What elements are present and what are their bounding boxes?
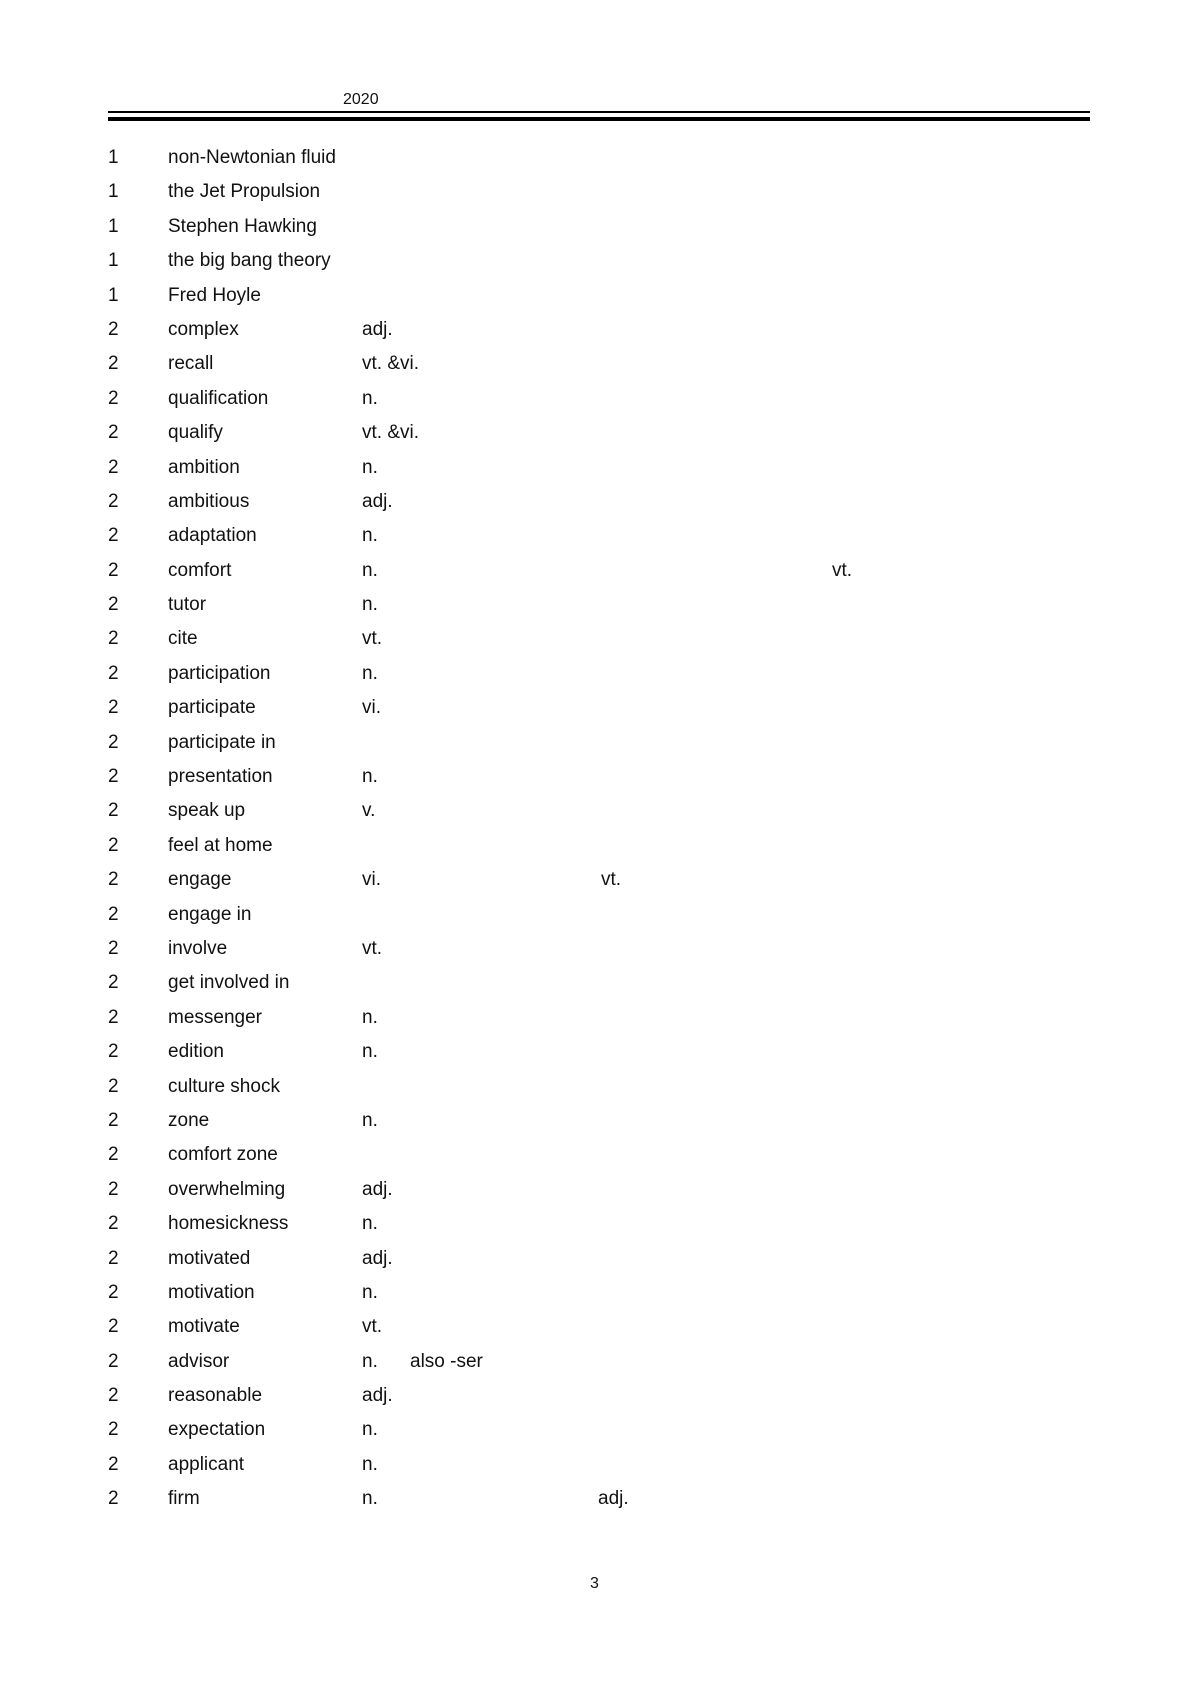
vocab-word: advisor <box>168 1350 230 1372</box>
unit-number: 2 <box>108 1316 119 1338</box>
vocab-row <box>0 1384 1191 1418</box>
vocab-row <box>0 284 1191 318</box>
vocab-word: motivation <box>168 1281 255 1303</box>
unit-number: 2 <box>108 731 119 753</box>
unit-number: 2 <box>108 490 119 512</box>
part-of-speech: n. <box>362 1350 378 1372</box>
unit-number: 2 <box>108 387 119 409</box>
vocab-row <box>0 593 1191 627</box>
unit-number: 2 <box>108 1453 119 1475</box>
vocab-word: motivated <box>168 1247 251 1269</box>
vocab-word: qualification <box>168 387 269 409</box>
part-of-speech: adj. <box>362 1178 393 1200</box>
unit-number: 2 <box>108 937 119 959</box>
vocab-row <box>0 421 1191 455</box>
vocab-word: tutor <box>168 594 207 616</box>
part-of-speech: adj. <box>362 318 393 340</box>
vocab-row <box>0 627 1191 661</box>
vocab-word: motivate <box>168 1316 240 1338</box>
vocab-word: expectation <box>168 1419 266 1441</box>
vocab-row <box>0 765 1191 799</box>
vocab-row <box>0 352 1191 386</box>
vocab-word: qualify <box>168 422 223 444</box>
vocab-row <box>0 524 1191 558</box>
vocab-word: participate in <box>168 731 276 753</box>
vocab-row <box>0 937 1191 971</box>
vocab-word: overwhelming <box>168 1178 286 1200</box>
unit-number: 2 <box>108 353 119 375</box>
unit-number: 2 <box>108 800 119 822</box>
unit-number: 2 <box>108 456 119 478</box>
part-of-speech: n. <box>362 662 378 684</box>
part-of-speech: adj. <box>362 1247 393 1269</box>
vocab-word: ambition <box>168 456 240 478</box>
unit-number: 2 <box>108 525 119 547</box>
unit-number: 2 <box>108 1006 119 1028</box>
part-of-speech: adj. <box>362 1385 393 1407</box>
vocab-word: participate <box>168 697 256 719</box>
unit-number: 2 <box>108 628 119 650</box>
header-year: 2020 <box>343 91 379 108</box>
vocab-word: adaptation <box>168 525 257 547</box>
vocab-word: non-Newtonian fluid <box>168 147 336 168</box>
part-of-speech: vi. <box>362 869 381 891</box>
vocab-word: presentation <box>168 766 273 788</box>
vocab-word: Fred Hoyle <box>168 284 261 306</box>
vocab-row <box>0 559 1191 593</box>
part-of-speech: n. <box>362 1453 378 1475</box>
vocab-word: edition <box>168 1041 224 1063</box>
vocab-row <box>0 1418 1191 1452</box>
secondary-part-of-speech: vt. <box>832 559 853 581</box>
vocab-word: recall <box>168 353 214 375</box>
vocab-word: Stephen Hawking <box>168 215 317 237</box>
vocabulary-list <box>0 146 1191 1522</box>
unit-number: 2 <box>108 1213 119 1235</box>
vocab-row <box>0 249 1191 283</box>
part-of-speech: vt. <box>362 1316 383 1338</box>
header-rule-thin <box>108 111 1090 113</box>
part-of-speech: n. <box>362 766 378 788</box>
vocab-word: feel at home <box>168 834 273 856</box>
unit-number: 2 <box>108 1041 119 1063</box>
vocab-row <box>0 387 1191 421</box>
unit-number: 2 <box>108 972 119 994</box>
unit-number: 1 <box>108 147 119 168</box>
unit-number: 2 <box>108 594 119 616</box>
unit-number: 1 <box>108 250 119 272</box>
vocab-word: involve <box>168 937 228 959</box>
vocab-word: speak up <box>168 800 246 822</box>
vocab-word: comfort zone <box>168 1144 278 1166</box>
unit-number: 2 <box>108 1247 119 1269</box>
vocab-row <box>0 662 1191 696</box>
vocab-row <box>0 146 1191 180</box>
unit-number: 2 <box>108 1350 119 1372</box>
part-of-speech: n. <box>362 1281 378 1303</box>
part-of-speech: vi. <box>362 697 381 719</box>
part-of-speech: n. <box>362 559 378 581</box>
vocab-word: comfort <box>168 559 232 581</box>
part-of-speech: n. <box>362 1419 378 1441</box>
vocab-row <box>0 1212 1191 1246</box>
part-of-speech: vt. &vi. <box>362 353 420 375</box>
unit-number: 2 <box>108 1488 119 1510</box>
vocab-row <box>0 1109 1191 1143</box>
vocab-word: complex <box>168 318 239 340</box>
unit-number: 2 <box>108 1144 119 1166</box>
vocab-row <box>0 1247 1191 1281</box>
vocab-row <box>0 490 1191 524</box>
page-number: 3 <box>590 1575 599 1592</box>
unit-number: 2 <box>108 318 119 340</box>
vocab-row <box>0 456 1191 490</box>
vocab-row <box>0 1315 1191 1349</box>
unit-number: 2 <box>108 1281 119 1303</box>
secondary-part-of-speech: vt. <box>601 869 622 891</box>
vocab-word: the big bang theory <box>168 250 331 272</box>
unit-number: 1 <box>108 284 119 306</box>
vocab-row <box>0 1453 1191 1487</box>
part-of-speech: v. <box>362 800 376 822</box>
vocab-word: cite <box>168 628 198 650</box>
vocab-word: applicant <box>168 1453 245 1475</box>
vocab-word: firm <box>168 1488 200 1510</box>
part-of-speech: n. <box>362 1041 378 1063</box>
part-of-speech: n. <box>362 525 378 547</box>
vocab-word: participation <box>168 662 271 684</box>
part-of-speech: vt. <box>362 628 383 650</box>
vocab-word: messenger <box>168 1006 262 1028</box>
part-of-speech: n. <box>362 1109 378 1131</box>
unit-number: 2 <box>108 422 119 444</box>
vocab-word: the Jet Propulsion <box>168 181 321 203</box>
unit-number: 2 <box>108 662 119 684</box>
vocab-row <box>0 1281 1191 1315</box>
vocab-word: engage in <box>168 903 252 925</box>
vocab-row <box>0 1178 1191 1212</box>
vocab-row <box>0 180 1191 214</box>
vocab-row <box>0 971 1191 1005</box>
vocab-row <box>0 1006 1191 1040</box>
vocab-row <box>0 799 1191 833</box>
part-of-speech: vt. <box>362 937 383 959</box>
secondary-part-of-speech: adj. <box>598 1488 629 1510</box>
unit-number: 2 <box>108 1385 119 1407</box>
vocab-row <box>0 834 1191 868</box>
vocab-word: reasonable <box>168 1385 263 1407</box>
part-of-speech: n. <box>362 1213 378 1235</box>
vocab-row <box>0 1143 1191 1177</box>
part-of-speech: n. <box>362 456 378 478</box>
vocab-row <box>0 215 1191 249</box>
vocab-word: engage <box>168 869 232 891</box>
part-of-speech: adj. <box>362 490 393 512</box>
unit-number: 2 <box>108 559 119 581</box>
vocab-row <box>0 868 1191 902</box>
vocab-word: culture shock <box>168 1075 280 1097</box>
vocab-row <box>0 318 1191 352</box>
unit-number: 1 <box>108 215 119 237</box>
vocab-word: get involved in <box>168 972 290 994</box>
vocab-row <box>0 1487 1191 1521</box>
vocab-row <box>0 1350 1191 1384</box>
vocab-row <box>0 1075 1191 1109</box>
unit-number: 1 <box>108 181 119 203</box>
unit-number: 2 <box>108 697 119 719</box>
unit-number: 2 <box>108 1419 119 1441</box>
unit-number: 2 <box>108 1075 119 1097</box>
vocab-row <box>0 903 1191 937</box>
vocab-word: zone <box>168 1109 210 1131</box>
vocab-word: ambitious <box>168 490 250 512</box>
spelling-note: also -ser <box>410 1350 483 1372</box>
vocab-row <box>0 731 1191 765</box>
part-of-speech: n. <box>362 1006 378 1028</box>
unit-number: 2 <box>108 766 119 788</box>
part-of-speech: vt. &vi. <box>362 422 420 444</box>
unit-number: 2 <box>108 903 119 925</box>
unit-number: 2 <box>108 1109 119 1131</box>
vocab-row <box>0 696 1191 730</box>
unit-number: 2 <box>108 869 119 891</box>
part-of-speech: n. <box>362 1488 378 1510</box>
unit-number: 2 <box>108 834 119 856</box>
part-of-speech: n. <box>362 594 378 616</box>
unit-number: 2 <box>108 1178 119 1200</box>
part-of-speech: n. <box>362 387 378 409</box>
vocab-row <box>0 1040 1191 1074</box>
header-rule-thick <box>108 117 1090 121</box>
vocab-word: homesickness <box>168 1213 289 1235</box>
